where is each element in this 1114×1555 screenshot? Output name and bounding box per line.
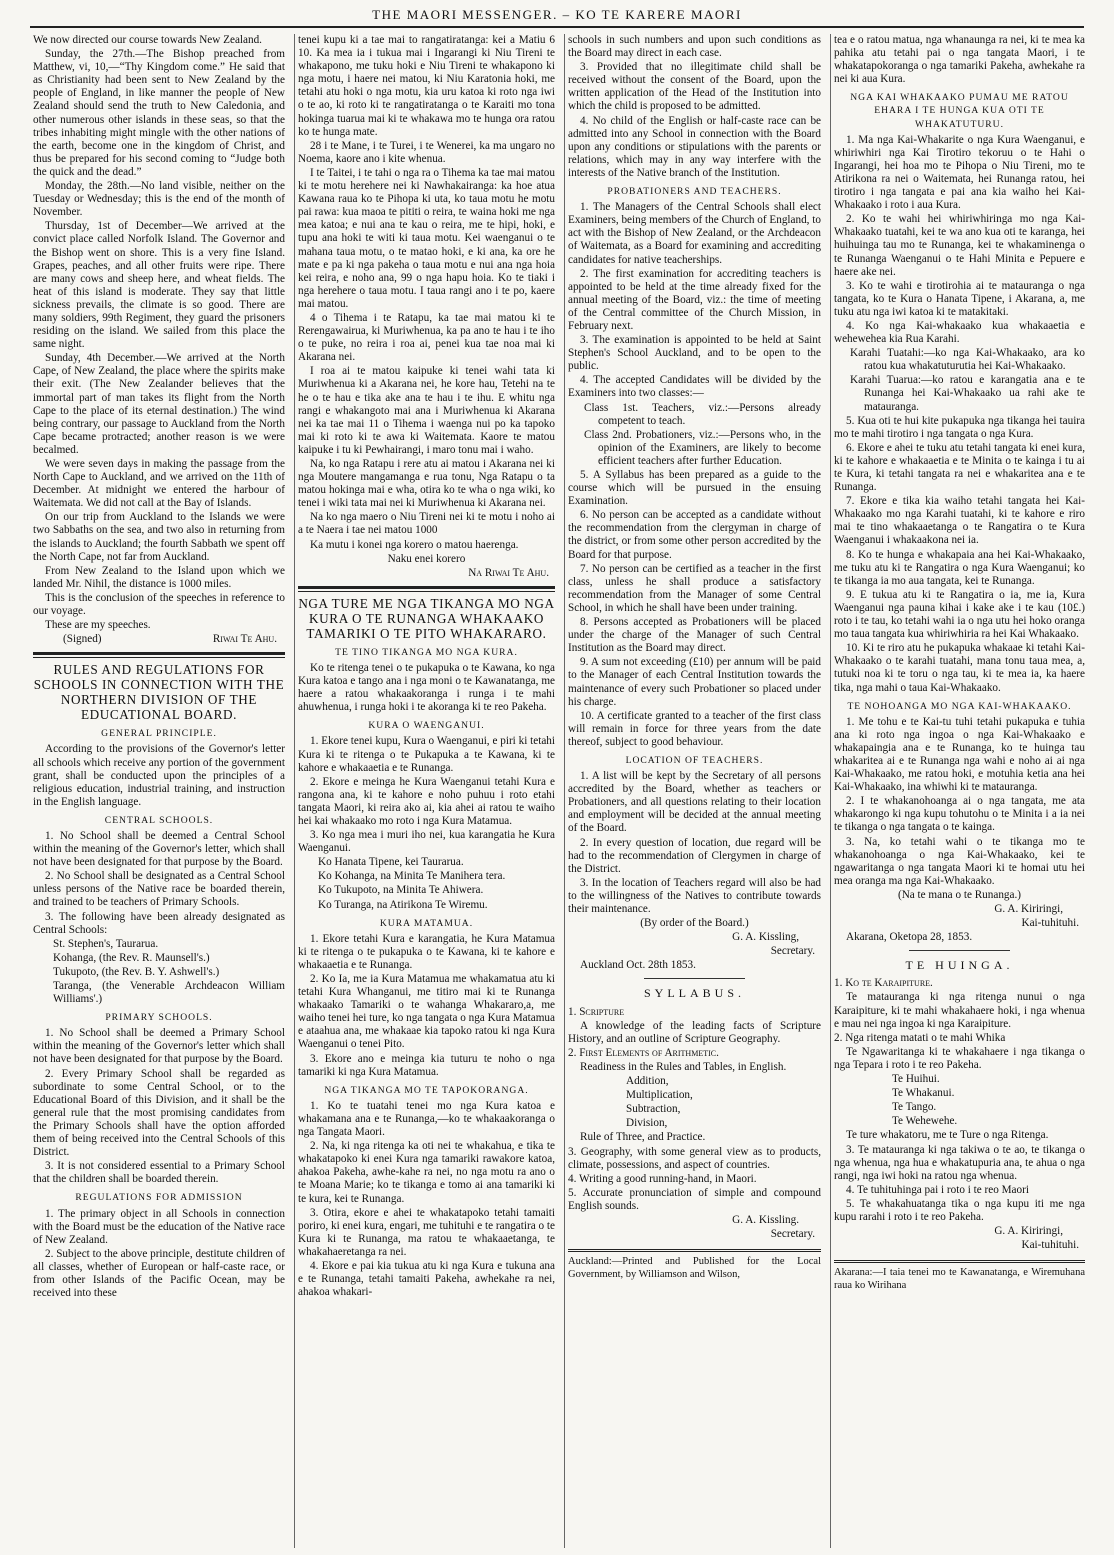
paragraph: 3. The examination is appointed to be held at Saint Stephen's School Auckland, and to be open to the public. bbox=[568, 334, 821, 373]
section-heading: LOCATION OF TEACHERS. bbox=[625, 754, 764, 766]
section-heading: CENTRAL SCHOOLS. bbox=[104, 814, 214, 826]
masthead bbox=[30, 4, 1084, 28]
date-line: Akarana, Oketopa 28, 1853. bbox=[846, 931, 973, 944]
list-item: Multiplication, bbox=[626, 1089, 693, 1102]
paragraph: 2. Every Primary School shall be regarded as subordinate to some Central School, or to the Educational Board of this Division, and it shall be the general rule that the most promising candidates from the Primary Schools shall have the option afforded them of being received into the Central Schools of this District. bbox=[33, 1067, 285, 1159]
section-heading: PRIMARY SCHOOLS. bbox=[105, 1012, 213, 1024]
paragraph: 1. The Managers of the Central Schools shall elect Examiners, being members of the Church of England, to act with the Bishop of New Zealand, or the Archdeacon of Waitemata, as a Board for examining and accrediting candidates for native teacherships. bbox=[568, 201, 821, 266]
list-item: Addition, bbox=[626, 1075, 669, 1088]
school-list bbox=[33, 938, 285, 1006]
section-heading: PROBATIONERS AND TEACHERS. bbox=[607, 186, 782, 198]
list-item: Taranga, (the Venerable Archdeacon William Williams'.) bbox=[53, 980, 285, 1006]
paragraph: 5. Kua oti te hui kite pukapuka nga tikanga hei tauira mo te mahi tirotiro i nga tangata o nga Kura. bbox=[834, 414, 1085, 440]
divider bbox=[33, 657, 285, 658]
paragraph: Rule of Three, and Practice. bbox=[580, 1131, 706, 1144]
paragraph: Monday, the 28th.—No land visible, neither on the Tuesday or Wednesday; this is the end of the month of November. bbox=[33, 180, 285, 219]
rules-title: RULES AND REGULATIONS FOR SCHOOLS IN CONNECTION WITH THE NORTHERN DIVISION OF THE EDUCATIONAL BOARD. bbox=[33, 662, 285, 723]
order-line: (By order of the Board.) bbox=[640, 917, 749, 930]
syllabus-item: 4. Writing a good running-hand, in Maori. bbox=[568, 1172, 757, 1185]
paragraph: 3. Te matauranga ki nga takiwa o te ao, te tikanga o nga whenua, nga hua e whakatupuria ana, te ahua o nga rangi, nga iwi hoki na ratou nga whenua. bbox=[834, 1143, 1085, 1182]
paragraph: This is the conclusion of the speeches in reference to our voyage. bbox=[33, 591, 285, 618]
paragraph: 6. Ekore e ahei te tuku atu tetahi tangata ki enei kura, ki te kahore e whakaaetia e te Minita o te kainga i tu ai te Kura, ki tetahi tangata ra nei e whakaritea ana e te Runanga. bbox=[834, 441, 1085, 494]
paragraph: 3. Ko nga mea i muri iho nei, kua karangatia he Kura Waenganui. bbox=[298, 829, 555, 855]
paragraph: 3. Ko te wahi e tirotirohia ai te matauranga o nga tangata, ko te Kura o Hanata Tipene, i Akarana, a, me tuku atu nga iwi katoa ki te matakitaki. bbox=[834, 279, 1085, 318]
paragraph: 3. Ekore ano e meinga kia tuturu te noho o nga tamariki ki nga Kura Matamua. bbox=[298, 1052, 555, 1078]
paragraph: Karahi Tuatahi:—ko nga Kai-Whakaako, ara ko ratou kua whakatuturutia hei Kai-Whakaako. bbox=[850, 347, 1085, 373]
paragraph: 1. Ekore tenei kupu, Kura o Waenganui, e piri ki tetahi Kura ki te ritenga o te Pukapuka a te Kawana, ki te kahore e whakaaetia e te Runanga. bbox=[298, 735, 555, 774]
signer-name: G. A. Kiriringi, bbox=[994, 1225, 1063, 1238]
paragraph: 2. In every question of location, due regard will be had to the recommendation of Clergymen in charge of the District. bbox=[568, 836, 821, 875]
paragraph: Ka mutu i konei nga korero o matou haerenga. bbox=[310, 538, 519, 551]
columns bbox=[30, 34, 1086, 1548]
paragraph: 7. Ekore e tika kia waiho tetahi tangata hei Kai-Whakaako mo nga Karahi tuatahi, ki te kahore e riro mai te tino whakaaetanga o te Rangatira o te Kura Waenganui i whakaakona nei ia. bbox=[834, 495, 1085, 547]
imprint: Akarana:—I taia tenei mo te Kawanatanga, e Wiremuhana raua ko Wirihana bbox=[834, 1260, 1085, 1292]
paragraph: 3. It is not considered essential to a Primary School that the children shall be boarded therein. bbox=[33, 1160, 285, 1186]
paragraph: 1. No School shall be deemed a Central School within the meaning of the Governor's letter, which shall not have been designated for that purpose by the Board. bbox=[33, 829, 285, 869]
paragraph: 3. In the location of Teachers regard will also be had to the willingness of the Natives to contribute towards their maintenance. bbox=[568, 876, 821, 915]
paragraph: Karahi Tuarua:—ko ratou e karangatia ana e te Runanga hei Kai-Whakaako ua rahi ake te matauranga. bbox=[850, 374, 1085, 413]
paragraph: Na ko nga maero o Niu Tireni nei ki te motu i noho ai a te Naera i tae nei matou 1000 bbox=[298, 511, 555, 537]
paragraph: 1. Ko te tuatahi tenei mo nga Kura katoa e whakamana ana e te Runanga,—ko te whakaakoranga o nga Tangata Maori. bbox=[298, 1099, 555, 1139]
ture-title: NGA TURE ME NGA TIKANGA MO NGA KURA O TE RUNANGA WHAKAAKO TAMARIKI O TE PITO WHAKARARO. bbox=[298, 595, 555, 641]
section-heading: REGULATIONS FOR ADMISSION bbox=[75, 1192, 243, 1204]
signer-title: Kai-tuhituhi. bbox=[1021, 1239, 1079, 1252]
paragraph: 7. No person can be certified as a teacher in the first class, unless he shall produce a satisfactory recommendation from the Manager of some Central School, in which he shall have been under training. bbox=[568, 562, 821, 614]
paragraph: Sunday, 4th December.—We arrived at the North Cape, of New Zealand, the place where the spirits make their exit. (The New Zealander believes that the immortal part of man takes its flight from the North Cape to the place of its eternal destination.) The wind being contrary, our passage to Auckland from the North Cape became protracted; another reason is we were becalmed. bbox=[33, 352, 285, 456]
section-heading: TE NOHOANGA MO NGA KAI-WHAKAAKO. bbox=[847, 700, 1072, 712]
paragraph: 8. Persons accepted as Probationers will be placed under the charge of the Manager of such Central Institution as the Board may direct. bbox=[568, 616, 821, 655]
school-list bbox=[298, 856, 555, 911]
paragraph: 5. Te whakahuatanga tika o nga kupu iti me nga kupu rarahi i roto i te reo Pakeha. bbox=[834, 1197, 1085, 1223]
paragraph: 2. Na, ki nga ritenga ka oti nei te whakahua, e tika te whakatapoko ki enei Kura nga tamariki rawakore katoa, ahakoa Pakeha, awhe-kahe ra nei, no nga motu ra ano o te Moana Marie; ko te tikanga e tomo ai ana tamariki ki te kura, kei te Runanga. bbox=[298, 1140, 555, 1205]
paragraph: 4. Ekore e pai kia tukua atu ki nga Kura e tukuna ana e te Runanga, tetahi tamaiti Pakeha, awhekahe ra nei, ahakoa whakari- bbox=[298, 1259, 555, 1299]
list-item: St. Stephen's, Taurarua. bbox=[53, 937, 159, 950]
signer-title: Secretary. bbox=[770, 1228, 815, 1241]
divider bbox=[298, 591, 555, 592]
paragraph: Ko te ritenga tenei o te pukapuka o te Kawana, ko nga Kura katoa e tango ana i nga moni o te Kawanatanga, me haere a ratou whakaakoranga i runga i te mahi ahuwhenua, i runga hoki i te akoranga ki te reo Pakeha. bbox=[298, 661, 555, 714]
section-heading: GENERAL PRINCIPLE. bbox=[101, 728, 217, 740]
paragraph: 1. Ekore tetahi Kura e karangatia, he Kura Matamua ki te ritenga o te pukapuka o te Kawana, ki te kahore e whakaaetia e te Runanga. bbox=[298, 932, 555, 971]
operations-list bbox=[834, 1073, 1085, 1128]
column-3 bbox=[564, 34, 824, 1548]
paragraph: 28 i te Mane, i te Turei, i te Wenerei, ka ma ungaro no Noema, kaore ano i kite whenua. bbox=[298, 139, 555, 165]
paragraph: 3. Na, ko tetahi wahi o te tikanga mo te whakanohoanga o nga Kai-Whakaako, kei te ngawaritanga o nga tangata Maori ki te homai utu hei mea oranga ma nga Kai-Whakaako. bbox=[834, 835, 1085, 887]
paragraph: 1. Ma nga Kai-Whakarite o nga Kura Waenganui, e whiriwhiri nga Kai Tirotiro tekoruu o te Hahi o Ingarangi, hei hoa mo te Pihopa o Niu Tireni, mo te Atirikona ra nei o Waitemata, hei Runanga ratou, hei tirotiro i nga tangata e pai ana kia waiho hei Kai-Whakaako i roto i aua Kura. bbox=[834, 133, 1085, 212]
paragraph: 5. A Syllabus has been prepared as a guide to the course which will be pursued in the ensuing Examination. bbox=[568, 469, 821, 508]
syllabus-item: 2. First Elements of Arithmetic. bbox=[568, 1046, 719, 1059]
paragraph: 3. The following have been already designated as Central Schools: bbox=[33, 910, 285, 936]
paragraph: 2. Subject to the above principle, destitute children of all classes, whether of European or half-caste race, or from other Islands of the Pacific Ocean, may be received into these bbox=[33, 1247, 285, 1300]
paragraph: 2. I te whakanohoanga ai o nga tangata, me ata whakarongo ki nga kupu tohutohu o te Minita i a ia nei te tikanga o nga tangata o te kainga. bbox=[834, 795, 1085, 834]
signed-label: (Signed) bbox=[63, 633, 102, 646]
imprint: Auckland:—Printed and Published for the Local Government, by Williamson and Wilson, bbox=[568, 1249, 821, 1281]
paragraph: From New Zealand to the Island upon which we landed Mr. Nihil, the distance is 1000 miles. bbox=[33, 564, 285, 590]
list-item: Te Whakanui. bbox=[892, 1087, 955, 1100]
paragraph: 2. Ko Ia, me ia Kura Matamua me whakamatua atu ki tetahi Kura Whanganui, me titiro mai ki te Runanga whakaako Tamariki o te wahanga Whakararo,a, me waiho tenei hei ture, ko nga tangata o nga Kura Matamua e ataahua ana, me whakaae kia tapoko ratou ki nga Kura Waenganui o tenei Pito. bbox=[298, 973, 555, 1051]
paragraph: 4. The accepted Candidates will be divided by the Examiners into two classes:— bbox=[568, 374, 821, 400]
paragraph: 9. E tukua atu ki te Rangatira o ia, me ia, Kura Waenganui nga pauna kihai i kake ake i te kau (10£.) roto i te tau, ko tetahi wahi ia o nga utu hei hoko oranga mo taua tangata kua whiriwhiria ra hei Kai Whakaako. bbox=[834, 588, 1085, 641]
divider bbox=[33, 652, 285, 655]
signature-line bbox=[33, 633, 285, 646]
signer-title: Secretary. bbox=[770, 945, 815, 958]
paragraph: We were seven days in making the passage from the North Cape to Auckland, and we arrived on the 11th of December. At midnight we entered the harbour of Waitemata. We did not call at the Bay of Islands. bbox=[33, 458, 285, 510]
arithmetic-list bbox=[568, 1075, 821, 1130]
divider bbox=[644, 978, 745, 979]
date-line: Auckland Oct. 28th 1853. bbox=[580, 959, 696, 972]
paragraph: 3. Provided that no illegitimate child shall be received without the consent of the Board, upon the written application of the Head of the Institution into which the child is proposed to be admitted. bbox=[568, 61, 821, 113]
paragraph: schools in such numbers and upon such conditions as the Board may direct in each case. bbox=[568, 34, 821, 60]
paragraph: 1. A list will be kept by the Secretary of all persons accredited by the Board, whether as teachers or Probationers, and all questions relating to their location and employment will be decided at the annual meeting of the Board. bbox=[568, 770, 821, 835]
section-heading: KURA MATAMUA. bbox=[379, 917, 474, 929]
paragraph: A knowledge of the leading facts of Scripture History, and an outline of Scripture Geography. bbox=[568, 1019, 821, 1045]
paragraph: 4. Ko nga Kai-whakaako kua whakaaetia e wehewehea kia Rua Karahi. bbox=[834, 319, 1085, 346]
list-item: Ko Hanata Tipene, kei Taurarua. bbox=[318, 856, 464, 869]
paragraph: Te Ngawaritanga ki te whakahaere i nga tikanga o nga Tepara i roto i te reo Pakeha. bbox=[834, 1045, 1085, 1071]
paragraph: 1. No School shall be deemed a Primary School within the meaning of the Governor's letter which shall not have been designated for that purpose by the Board. bbox=[33, 1027, 285, 1066]
paragraph: Na, ko nga Ratapu i rere atu ai matou i Akarana nei ki nga Moutere mangamanga e rua tonu, Nga Ratapu o ta matou hokinga mai e wha, otira ko te wha o nga wiki, ko tenei i wiki tata mai nei ki Muriwhenua ki Akarana nei. bbox=[298, 458, 555, 510]
syllabus-item: 2. Nga ritenga matati o te mahi Whika bbox=[834, 1031, 1006, 1044]
syllabus-item: 3. Geography, with some general view as to products, climate, possessions, and aspect of countries. bbox=[568, 1145, 821, 1171]
huinga-title: TE HUINGA. bbox=[905, 958, 1014, 973]
paragraph: According to the provisions of the Governor's letter all schools which receive any portion of the government grant, shall be conducted upon the principles of a religious education, industrial training, and instruction in the English language. bbox=[33, 743, 285, 808]
paragraph: Class 2nd. Probationers, viz.:—Persons who, in the opinion of the Examiners, are likely to become efficient teachers after further Education. bbox=[584, 428, 821, 467]
paragraph: Class 1st. Teachers, viz.:—Persons already competent to teach. bbox=[584, 401, 821, 427]
paragraph: 2. No School shall be designated as a Central School unless persons of the Native race be boarded therein, and trained to be teachers of Primary Schools. bbox=[33, 870, 285, 909]
section-heading: TE TINO TIKANGA MO NGA KURA. bbox=[335, 646, 518, 658]
sign-intro: Naku enei korero bbox=[387, 552, 466, 565]
section-heading: KURA O WAENGANUI. bbox=[368, 720, 485, 732]
syllabus-item: 1. Scripture bbox=[568, 1005, 625, 1018]
paragraph: 2. Ekore e meinga he Kura Waenganui tetahi Kura e rangona ana, ki te kahore e noho puhuu i roto etahi tangata Maori, ki reira ako ai, kia ahei ai ratou te waiho hei kai whakaako mo roto i nga Kura Matamua. bbox=[298, 775, 555, 827]
signer-name: G. A. Kiriringi, bbox=[994, 903, 1063, 915]
divider bbox=[909, 950, 1009, 951]
syllabus-title: SYLLABUS. bbox=[643, 986, 745, 1001]
column-2 bbox=[294, 34, 558, 1548]
list-item: Ko Tukupoto, na Minita Te Ahiwera. bbox=[318, 884, 484, 897]
signer-name: Riwai Te Ahu. bbox=[212, 633, 277, 646]
masthead-title: THE MAORI MESSENGER. – KO TE KARERE MAORI bbox=[372, 7, 742, 22]
section-heading: NGA TIKANGA MO TE TAPOKORANGA. bbox=[324, 1084, 529, 1096]
paragraph: 1. The primary object in all Schools in connection with the Board must be the education of the Native race of New Zealand. bbox=[33, 1207, 285, 1246]
paragraph: I te Taitei, i te tahi o nga ra o Tihema ka tae mai matou ki te motu herehere nei ki Nawhakairanga: ka hoe atua Kawana raua ko te Pihopa ki uta, ko taua motu he motu pai rawa: kua maoa te pititi o reira, te waina hoki me nga mea katoa; e nui ana te kau o reira, me te hipi, hoki, e tupu ana hoki te witi ki taua motu. Kei waenganui o te mahana taua motu, o te matao hoki, e ki ana, ka ore he mate e pa ki nga pakeha o taua motu e nui ana nga hoia kei reira, e noho ana, 99 o nga hapu hoia. Ko te tiaki i nga herehere o taua motu. I taua rangi ano i te po, kaere mai matou. bbox=[298, 166, 555, 310]
list-item: Kohanga, (the Rev. R. Maunsell's.) bbox=[53, 951, 210, 964]
list-item: Ko Kohanga, na Minita Te Manihera tera. bbox=[318, 870, 506, 883]
signer-name: G. A. Kissling, bbox=[732, 931, 799, 944]
list-item: Subtraction, bbox=[626, 1103, 681, 1116]
paragraph: 4. Te tuhituhinga pai i roto i te reo Maori bbox=[846, 1183, 1029, 1196]
list-item: Division, bbox=[626, 1117, 668, 1130]
paragraph: 8. Ko te hunga e whakapaia ana hei Kai-Whakaako, me tuku atu ki te Rangatira o nga Kura Waenganui; ko te tikanga ia mo aua tangata, kei te Runanga. bbox=[834, 548, 1085, 587]
paragraph: 10. Ki te riro atu he pukapuka whakaae ki tetahi Kai-Whakaako o te karahi tuatahi, mana tonu taua mea, a, tutuki noa ki te toru o nga tau, ki te mea ia, ka haere tika, nga mahi o taua Kai-Whakaako. bbox=[834, 642, 1085, 694]
divider bbox=[298, 586, 555, 589]
section-heading: NGA KAI WHAKAAKO PUMAU ME RATOU EHARA I TE HUNGA KUA OTI TE WHAKATUTURU. bbox=[850, 92, 1069, 130]
paragraph: 2. The first examination for accrediting teachers is appointed to be held at the time already fixed for the annual meeting of the Board, viz.: the time of meeting of the Central committee of the Church Mission, in February next. bbox=[568, 267, 821, 332]
order-line: (Na te mana o te Runanga.) bbox=[897, 888, 1021, 901]
paragraph: We now directed our course towards New Zealand. bbox=[33, 34, 262, 46]
list-item: Te Wehewehe. bbox=[892, 1115, 958, 1128]
paragraph: 4. No child of the English or half-caste race can be admitted into any School in connection with the Board upon any conditions or stipulations with the parents or relations, which may in any way interfere with the interests of the Native branch of the Institution. bbox=[568, 114, 821, 179]
paragraph: These are my speeches. bbox=[45, 619, 151, 632]
paragraph: I roa ai te matou kaipuke ki tenei wahi tata ki Muriwhenua ki a Akarana nei, he kore hau, Tetehi na te he o te hau e tika ake ana te hau i te ihu. E whitu nga rangi e whakangoto mai ana i Muriwhenua ki Akarana nei ka tae mai 11 o Tihema i waenga nui po ka tapoko mai ki roto ki te awa ki Waitemata. Kaore te matou kaipuke i tu ki Pewhairangi, i maro tonu mai i waho. bbox=[298, 365, 555, 456]
column-1 bbox=[30, 34, 288, 1548]
paragraph: Te matauranga ki nga ritenga nunui o nga Karaipiture, ki te mahi whakahaere hoki, i nga whenua e mau nei nga ingoa ki nga Karaipiture. bbox=[834, 991, 1085, 1030]
syllabus-item: 1. Ko te Karaipiture. bbox=[834, 977, 933, 990]
paragraph: 4 o Tihema i te Ratapu, ka tae mai matou ki te Rerengawairua, ki Muriwhenua, ka pa ano te hau i te iho o te puke, no reira i roa ai, penei kua tae noa mai ki Akarana nei. bbox=[298, 311, 555, 364]
list-item: Te Huihui. bbox=[892, 1073, 940, 1086]
list-item: Tukupoto, (the Rev. B. Y. Ashwell's.) bbox=[53, 965, 220, 978]
paragraph: tea e o ratou matua, nga whanaunga ra nei, ki te mea ka pahika atu tetahi pai o nga tangata Maori, i te whakatapokoranga o nga tamariki Pakeha, awhekahe ra nei ki aua Kura. bbox=[834, 34, 1085, 86]
list-item: Te Tango. bbox=[892, 1101, 937, 1114]
paragraph: 9. A sum not exceeding (£10) per annum will be paid to the Manager of each Central Institution towards the maintenance of every such Probationer so placed under his charge. bbox=[568, 656, 821, 708]
paragraph: 1. Me tohu e te Kai-tu tuhi tetahi pukapuka e tuhia ana ki roto nga ingoa o nga Kai-Whakaako e whakapaingia ana e te Runanga, ko te huinga tau whakaritea ai e te Runanga nga wahi e noho ai ai nga Kai-Whakaako, me ratou hoki, e motuhia ketia ana hei Kai-Whakaako, ina whiwhi ki te matauranga. bbox=[834, 715, 1085, 794]
signer-title: Kai-tuhituhi. bbox=[1021, 917, 1079, 930]
paragraph: Readiness in the Rules and Tables, in English. bbox=[580, 1060, 787, 1073]
paragraph: tenei kupu ki a tae mai to rangatiratanga: kei a Matiu 6 10. Ka mea ia i tukua mai i Ingarangi ki Niu Tireni te whakapono, me tuku hoki e Niu Tireni te whakapono ki nga motu, i haere nei matou, ki Niu Karatonia hoki, me tetahi atu hoki o nga motu, kia uru katoa ki roto nga iwi o te ao, ki roto ki te rangatiratanga o te Karaiti mo tona hokinga tuarua mai ki te whakawa mo te hunga ora ratou ko te hunga mate. bbox=[298, 34, 555, 138]
list-item: Ko Turanga, na Atirikona Te Wiremu. bbox=[318, 898, 488, 911]
paragraph: On our trip from Auckland to the Islands we were two Sabbaths on the sea, and two also in returning from the islands to Auckland; the fourth Sabbath we spent off the North Cape, not far from Auckland. bbox=[33, 511, 285, 563]
paragraph: 6. No person can be accepted as a candidate without the recommendation from the clergyman in charge of the district, or from some other person accredited by the Board for that purpose. bbox=[568, 509, 821, 561]
syllabus-item: 5. Accurate pronunciation of simple and compound English sounds. bbox=[568, 1186, 821, 1212]
paragraph: 3. Otira, ekore e ahei te whakatapoko tetahi tamaiti poriro, ki enei kura, engari, me tuhituhi e te rangatira o te Kura ki te Runanga, ma ratou te whakaaetanga, te whakahaeretanga ra nei. bbox=[298, 1206, 555, 1258]
paragraph: Te ture whakatoru, me te Ture o nga Ritenga. bbox=[846, 1129, 1049, 1142]
column-4 bbox=[830, 34, 1088, 1548]
signer-name: G. A. Kissling. bbox=[732, 1213, 799, 1226]
paragraph: 10. A certificate granted to a teacher of the first class will remain in force for three years from the date thereof, subject to good behaviour. bbox=[568, 709, 821, 748]
signer-name: Na Riwai Te Ahu. bbox=[468, 566, 549, 579]
paragraph: Sunday, the 27th.—The Bishop preached from Matthew, vi, 10,—“Thy Kingdom come.” He said that as Christianity had been sent to New Zealand by the people of England, in like manner the people of New Zealand should send the truth to New Caledonia, and other numerous other islands in these seas, so that the tribes inhabiting might mingle with the other nations of the earth, become one in the kingdom of Christ, and thus be prepared for his second coming to “Judge both the quick and the dead.” bbox=[33, 48, 285, 178]
paragraph: Thursday, 1st of December—We arrived at the convict place called Norfolk Island. The Governor and the Bishop went on shore. This is a very fine Island. Grapes, peaches, and all other fruits were ripe. There are many cows and sheep here, and wheat fields. The heat of this island is moderate. They say that little sickness prevails, the climate is so good. There are many soldiers, 99th Regiment, they guard the prisoners residing on the island. We sailed from this place the same night. bbox=[33, 220, 285, 351]
paragraph: 2. Ko te wahi hei whiriwhiringa mo nga Kai-Whakaako tuatahi, kei te wa ano kua oti te karanga, hei huihuinga tau mo te Runanga, kei te whakaminenga o te Runanga Waenganui o te Hahi Minita e Pepuere e haere ake nei. bbox=[834, 213, 1085, 278]
